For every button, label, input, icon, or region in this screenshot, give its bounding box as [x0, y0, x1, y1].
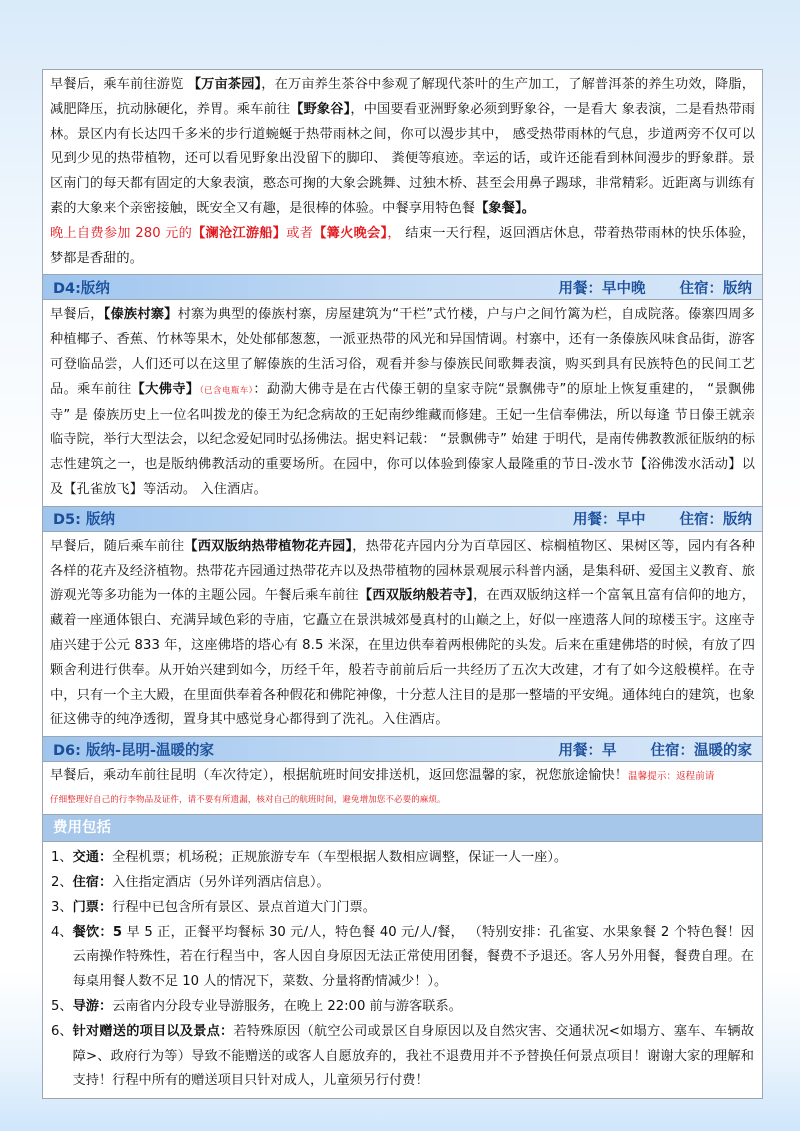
- fee-item-tickets: 3、 门票：行程中已包含所有景区、景点首道大门门票。: [51, 899, 376, 915]
- highlight-botanical-garden: 【西双版纳热带植物花卉园】: [184, 538, 353, 554]
- itinerary-document: [42, 69, 763, 1099]
- day6-title: D6: 版纳-昆明-温暖的家: [53, 742, 215, 759]
- fees-included-list: [43, 842, 762, 1098]
- highlight-great-buddha-temple: 【大佛寺】: [131, 381, 200, 397]
- highlight-tea-garden: 【万亩茶园】: [187, 77, 262, 92]
- fees-included-header: 费用包括: [43, 815, 762, 842]
- day6-header: [43, 737, 762, 762]
- optional-boat-cruise: 【澜沧江游船】: [192, 225, 287, 241]
- day3-description: 早餐后，乘车前往游览 【万亩茶园】，在万亩养生茶谷中参观了解现代茶叶的生产加工，了解普洱茶的养生功效，降脂，减肥降压，抗动脉硬化，养胃。乘车前往【野象谷】，中国要看亚洲野象必须到野象谷，一是看大 象表演，二是看热带雨林。景区内有长达四千多米的步行道蜿蜒于热带雨林之间，你可以漫步其中， 感受热带雨林的气息，步道两旁不仅可以见到少见的热带植物，还可以看见野象出没留下的脚印、 粪便等痕迹。幸运的话，或许还能看到林间漫步的野象群。景区南门的每天都有固定的大象表演，憨态可掬的大象会跳舞、过独木桥、甚至会用鼻子踢球，非常精彩。近距离与训练有素的大象来个亲密接触，既安全又有趣，是很棒的体验。中餐享用特色餐【象餐】。 晚上自费参加 280 元的【澜沧江游船】或者【篝火晚会】， 结束一天行程，返回酒店休息，带着热带雨林的快乐体验，梦都是香甜的。: [43, 70, 762, 275]
- fee-item-transport: 1、 交通：全程机票；机场税；正规旅游专车（车型根据人数相应调整，保证一人一座）。: [51, 850, 568, 866]
- day4-stay: 住宿：版纳: [679, 280, 752, 297]
- highlight-elephant-meal: 【象餐】: [475, 200, 522, 216]
- fee-item-meals: 4、 餐饮：5 早 5 正，正餐平均餐标 30 元/人，特色餐 40 元/人/餐， （特别安排：孔雀宴、水果象餐 2 个特色餐！因云南操作特殊性，若在行程当中，客人因自身原因无法正常使用团餐，餐费不予退还。客人另外用餐，餐费自理。在每桌用餐人数不足 10 人的情况下，菜数、分量将酌情减少！）。: [51, 924, 755, 990]
- fee-item-complimentary: 6、 针对赠送的项目以及景点：若特殊原因（航空公司或景区自身原因以及自然灾害、交通状况<如塌方、塞车、车辆故障>、政府行为等）导致不能赠送的或客人自愿放弃的，我社不退费用并不予替换任何景点项目！谢谢大家的理解和支持！行程中所有的赠送项目只针对成人，儿童须另行付费！: [51, 1023, 755, 1089]
- optional-activity-note: 晚上自费参加 280 元的: [50, 225, 193, 241]
- highlight-prajna-temple: 【西双版纳般若寺】: [358, 588, 474, 604]
- day5-meals: 用餐：早中: [573, 512, 646, 529]
- day5-stay: 住宿：版纳: [679, 512, 752, 529]
- day4-meals: 用餐：早中晚: [558, 280, 646, 297]
- day6-stay: 住宿：温暖的家: [650, 742, 752, 759]
- highlight-dai-village: 【傣族村寨】: [103, 307, 178, 323]
- warm-tip-label: 温馨提示：: [628, 771, 677, 783]
- optional-bonfire-party: 【篝火晚会】: [313, 225, 388, 241]
- day5-header: [43, 507, 762, 532]
- day4-description: 早餐后，【傣族村寨】村寨为典型的傣族村寨，房屋建筑为“干栏”式竹楼，户与户之间竹篱为栏，自成院落。傣寨四周多种植椰子、香蕉、竹林等果木，处处郁郁葱葱，一派亚热带的风光和异国情调。村寨中，还有一条傣族风味食品街，游客可登临品尝，人们还可以在这里了解傣族的生活习俗，观看并参与傣族民间歌舞表演，购买到具有民族特色的民间工艺品。乘车前往【大佛寺】（已含电瓶车）：勐泐大佛寺是在古代傣王朝的皇家寺院“景飘佛寺”的原址上恢复重建的， “景飘佛寺” 是 傣族历史上一位名叫拨龙的傣王为纪念病故的王妃南纱维藏而修建。王妃一生信奉佛法，所以每逢 节日傣王就亲临寺院，举行大型法会，以纪念爱妃同时弘扬佛法。据史料记载： “景飘佛寺” 始建 于明代，是南传佛教教派征版纳的标志性建筑之一，也是版纳佛教活动的重要场所。在园中，你可以体验到傣家人最隆重的节日-泼水节【浴佛泼水活动】以及【孔雀放飞】等活动。 入住酒店。: [43, 300, 762, 506]
- fee-item-accommodation: 2、 住宿：入住指定酒店（另外详列酒店信息）。: [51, 874, 330, 890]
- day5-title: D5: 版纳: [53, 512, 115, 529]
- shuttle-included-note: （已含电瓶车）: [199, 385, 254, 396]
- highlight-wild-elephant-valley: 【野象谷】: [290, 101, 351, 117]
- fee-item-guide: 5、 导游：云南省内分段专业导游服务，在晚上 22:00 前与游客联系。: [51, 998, 462, 1014]
- day6-description: 早餐后，乘动车前往昆明（车次待定），根据航班时间安排送机，返回您温馨的家，祝您旅途愉快！温馨提示：返程前请 仔细整理好自己的行李物品及证件，请不要有所遗漏，核对自己的航班时间，避免增加您不必要的麻烦。: [43, 762, 762, 815]
- warm-tip-text: 仔细整理好自己的行李物品及证件，请不要有所遗漏，核对自己的航班时间，避免增加您不必要的麻烦。: [50, 795, 446, 806]
- day4-title: D4:版纳: [53, 280, 110, 297]
- day5-description: 早餐后，随后乘车前往【西双版纳热带植物花卉园】，热带花卉园内分为百草园区、棕榈植物区、果树区等，园内有各种各样的花卉及经济植物。热带花卉园通过热带花卉以及热带植物的园林景观展示科普内涵，是集科研、爱国主义教育、旅游观光等多功能为一体的主题公园。午餐后乘车前往【西双版纳般若寺】，在西双版纳这样一个富氧且富有信仰的地方，藏着一座通体银白、充满异域色彩的寺庙，它矗立在景洪城郊曼真村的山巅之上，好似一座遗落人间的琼楼玉宇。这座寺庙兴建于公元 833 年，这座佛塔的塔心有 8.5 米深，在里边供奉着两根佛陀的头发。后来在重建佛塔的时候，有放了四颗舍利进行供奉。从开始兴建到如今，历经千年，般若寺前前后后一共经历了五次大改建，才有了如今这般模样。在寺中，只有一个主大殿，在里面供奉着各种假花和佛陀神像，十分惹人注目的是那一整墙的平安绳。通体纯白的建筑，也象征这佛寺的纯净透彻，置身其中感觉身心都得到了洗礼。入住酒店。: [43, 532, 762, 737]
- day6-meals: 用餐：早: [558, 742, 617, 759]
- day4-header: [43, 275, 762, 300]
